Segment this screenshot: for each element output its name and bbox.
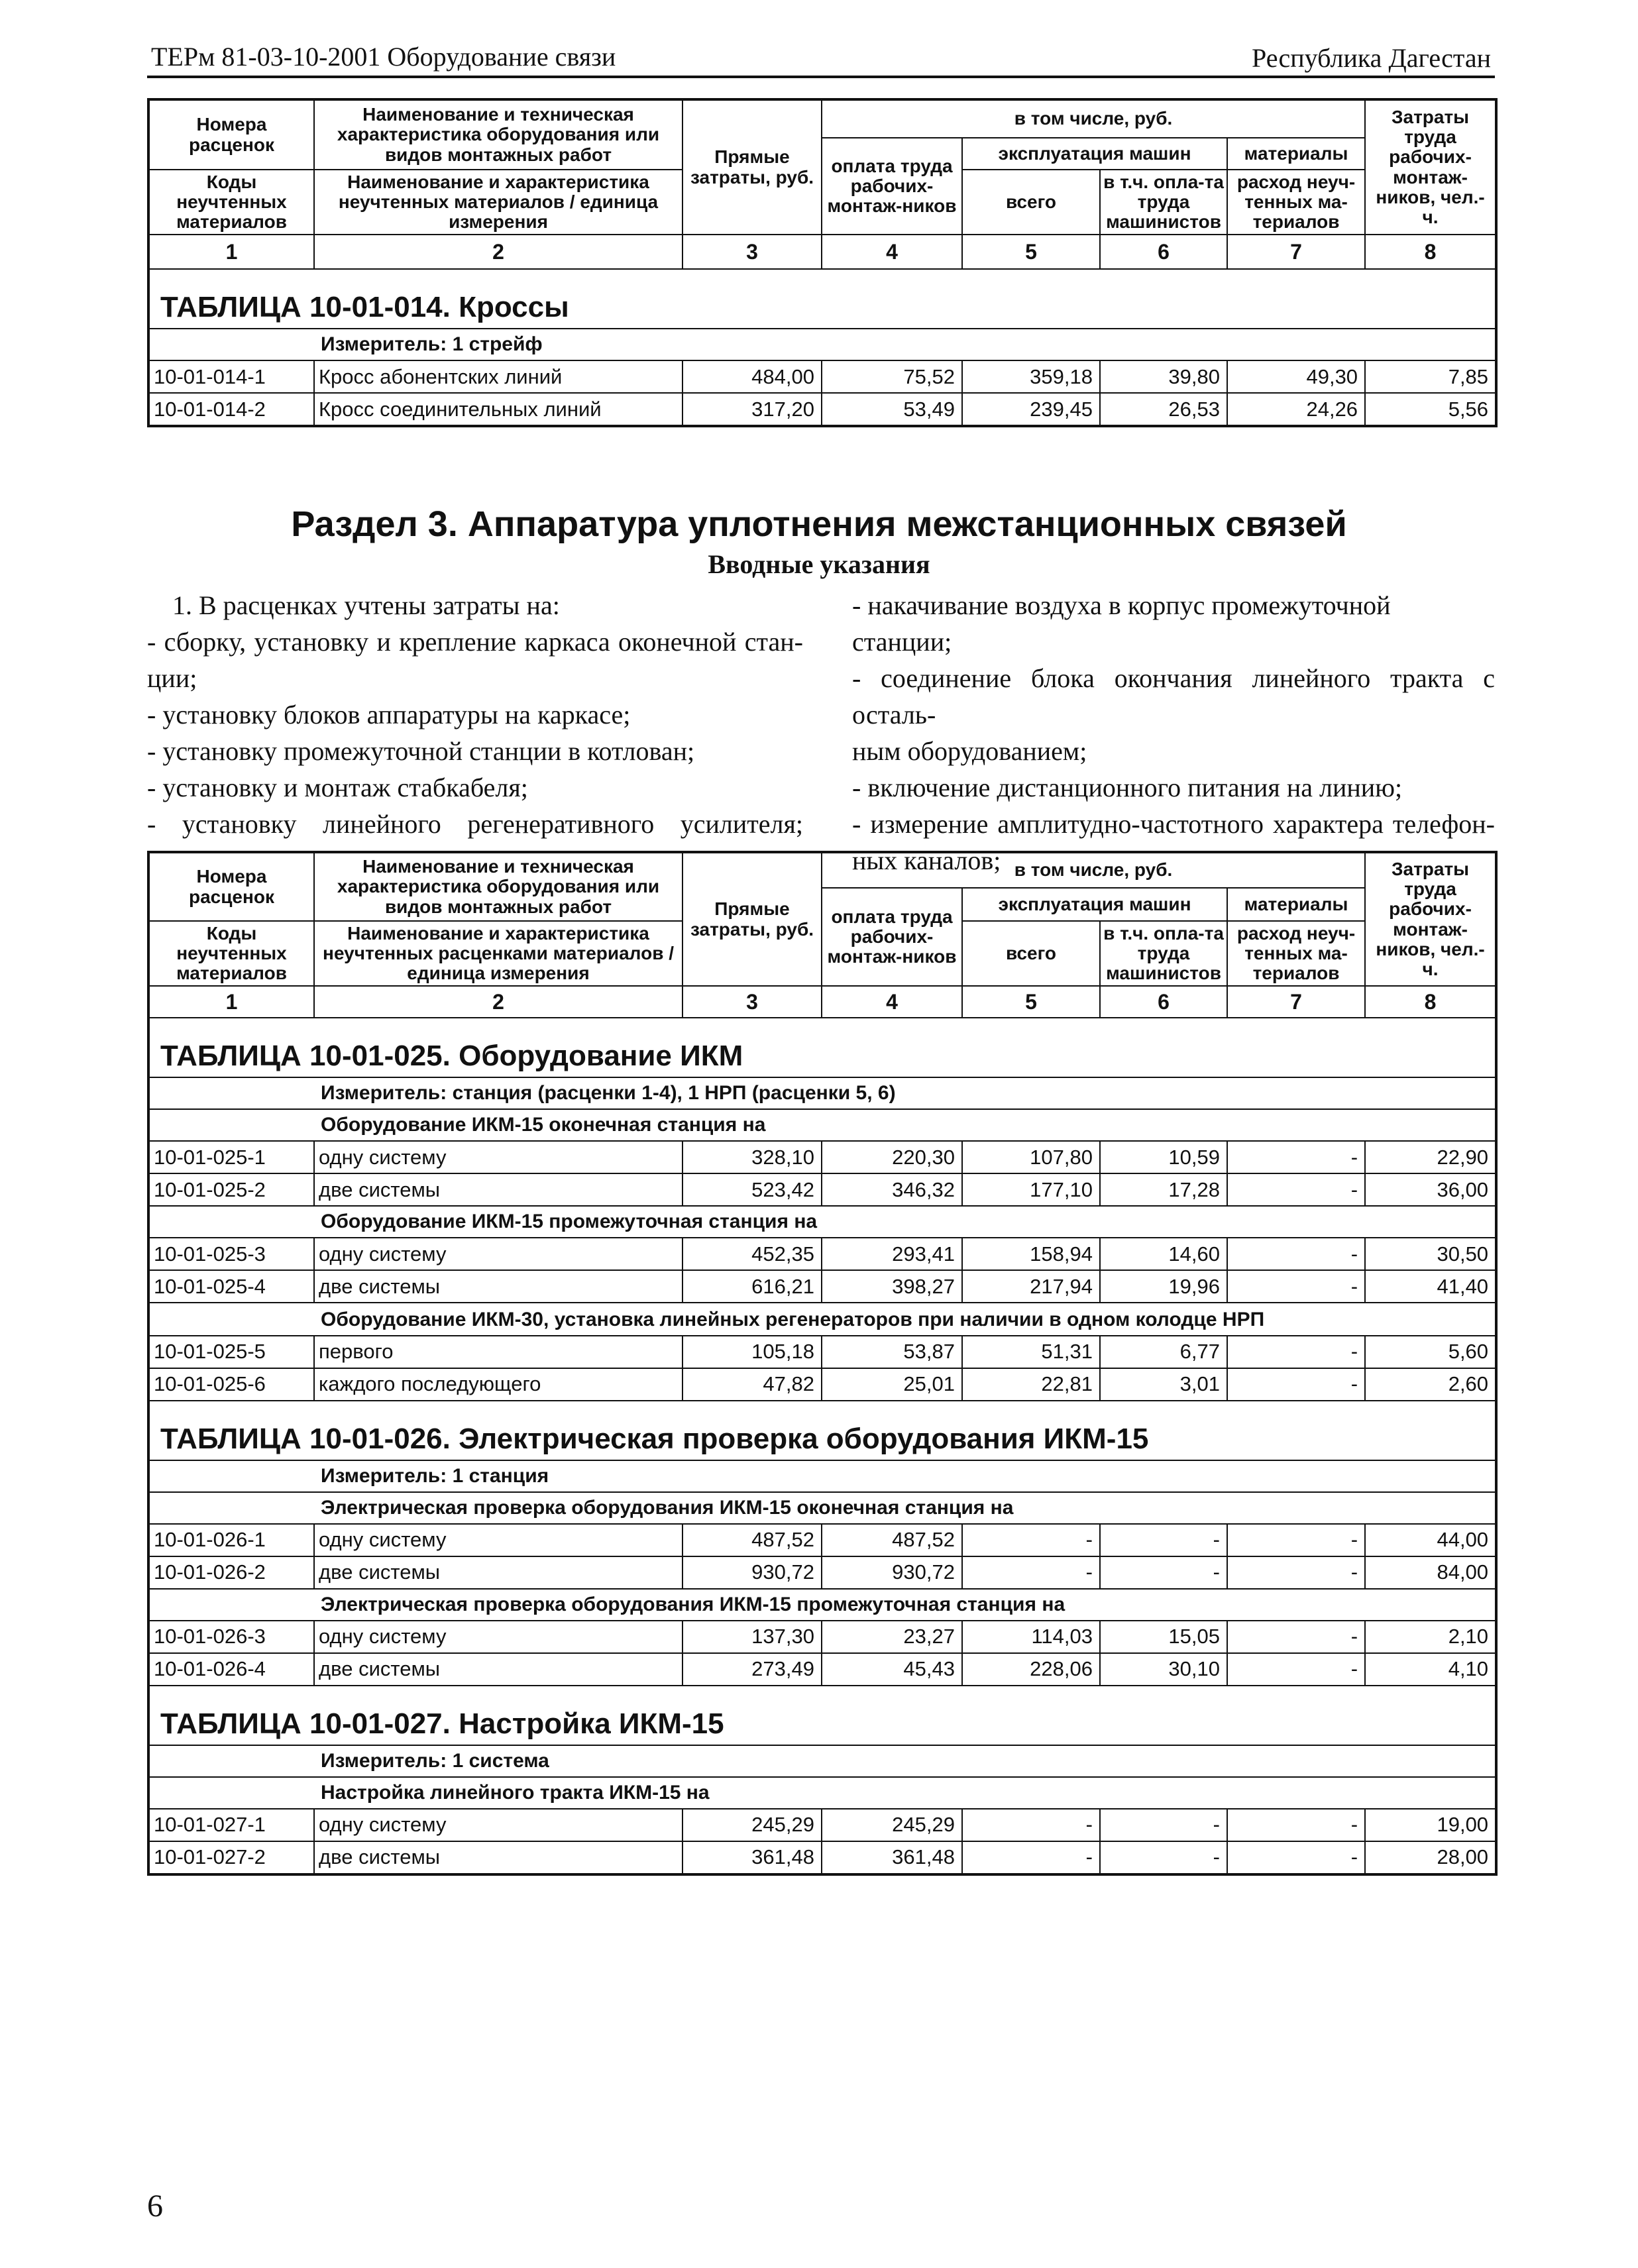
table-row [148, 1556, 1496, 1589]
materials: 49,30 [1227, 360, 1365, 393]
header-region: Республика Дагестан [1252, 43, 1491, 73]
group-heading: Оборудование ИКМ-30, установка линейных регенераторов при наличии в одном колодце НРП [148, 1303, 1496, 1336]
materials: - [1227, 1653, 1365, 1686]
direct-cost: 523,42 [682, 1173, 822, 1206]
rate-code: 10-01-025-3 [148, 1238, 314, 1270]
labor-pay: 25,01 [822, 1368, 962, 1401]
table-row [148, 360, 1496, 393]
table-row [148, 393, 1496, 426]
rate-name: две системы [314, 1270, 682, 1303]
labor-pay: 293,41 [822, 1238, 962, 1270]
header-c4: оплата труда рабочих-монтаж-ников [822, 888, 962, 986]
table-measure: Измеритель: 1 система [148, 1745, 1496, 1777]
table-measure: Измеритель: 1 стрейф [148, 329, 1496, 360]
direct-cost: 137,30 [682, 1621, 822, 1653]
group-heading: Настройка линейного тракта ИКМ-15 на [148, 1777, 1496, 1809]
header-c1-bottom: Коды неучтенных материалов [148, 170, 314, 235]
rate-name: каждого последующего [314, 1368, 682, 1401]
section-title: Раздел 3. Аппаратура уплотнения межстанционных связей [291, 504, 1347, 544]
intro-text: - измерение амплитудно-частотного характера телефон- [852, 809, 1495, 839]
header-c3: Прямые затраты, руб. [682, 99, 822, 235]
materials: - [1227, 1841, 1365, 1874]
labor-pay: 930,72 [822, 1556, 962, 1589]
header-c4: оплата труда рабочих-монтаж-ников [822, 138, 962, 235]
rate-code: 10-01-027-2 [148, 1841, 314, 1874]
header-c2-bottom: Наименование и характеристика неучтенных расценками материалов / единица измерения [314, 921, 682, 986]
group-heading: Оборудование ИКМ-15 оконечная станция на [148, 1109, 1496, 1141]
col-number: 3 [682, 986, 822, 1018]
materials: - [1227, 1270, 1365, 1303]
intro-title: Вводные указания [708, 549, 930, 579]
table-title: ТАБЛИЦА 10-01-027. Настройка ИКМ-15 [148, 1686, 1496, 1745]
intro-text: - установку и монтаж стабкабеля; [147, 773, 528, 802]
labor-hours: 4,10 [1365, 1653, 1496, 1686]
table-title: ТАБЛИЦА 10-01-026. Электрическая проверка оборудования ИКМ-15 [148, 1401, 1496, 1460]
intro-text: - установку линейного регенеративного усилителя; [147, 809, 803, 839]
col-number: 5 [962, 986, 1100, 1018]
labor-hours: 84,00 [1365, 1556, 1496, 1589]
rate-code: 10-01-026-1 [148, 1524, 314, 1556]
labor-pay: 220,30 [822, 1141, 962, 1173]
intro-text: - включение дистанционного питания на линию; [852, 773, 1403, 802]
machinists-pay: 17,28 [1100, 1173, 1227, 1206]
rate-code: 10-01-025-6 [148, 1368, 314, 1401]
header-c5: всего [962, 170, 1100, 235]
labor-hours: 36,00 [1365, 1173, 1496, 1206]
intro-text: - установку блоков аппаратуры на каркасе; [147, 700, 631, 729]
labor-hours: 7,85 [1365, 360, 1496, 393]
labor-hours: 5,56 [1365, 393, 1496, 426]
intro-text: 1. В расценках учтены затраты на: [172, 590, 560, 620]
header-c1-top: Номера расценок [148, 99, 314, 170]
materials: - [1227, 1238, 1365, 1270]
materials: - [1227, 1336, 1365, 1368]
table-row [148, 1270, 1496, 1303]
table-kross [147, 98, 1498, 427]
group-heading: Оборудование ИКМ-15 промежуточная станция на [148, 1206, 1496, 1238]
machinists-pay: 30,10 [1100, 1653, 1227, 1686]
materials: 24,26 [1227, 393, 1365, 426]
table-title: ТАБЛИЦА 10-01-025. Оборудование ИКМ [148, 1018, 1496, 1077]
col-number: 8 [1365, 986, 1496, 1018]
header-c2-bottom: Наименование и характеристика неучтенных материалов / единица измерения [314, 170, 682, 235]
rate-name: одну систему [314, 1141, 682, 1173]
header-rule [147, 76, 1495, 78]
table-ikm [147, 851, 1498, 1876]
col-number: 2 [314, 986, 682, 1018]
machines-total: 359,18 [962, 360, 1100, 393]
page-number: 6 [147, 2188, 163, 2224]
col-number: 3 [682, 235, 822, 269]
labor-pay: 487,52 [822, 1524, 962, 1556]
labor-pay: 361,48 [822, 1841, 962, 1874]
machines-total: 228,06 [962, 1653, 1100, 1686]
rate-name: одну систему [314, 1809, 682, 1841]
machines-total: 22,81 [962, 1368, 1100, 1401]
intro-text: - накачивание воздуха в корпус промежуточной станции; [852, 590, 1391, 657]
direct-cost: 452,35 [682, 1238, 822, 1270]
intro-text: ных каналов; [852, 845, 1001, 875]
machinists-pay: - [1100, 1809, 1227, 1841]
table-row [148, 1653, 1496, 1686]
direct-cost: 487,52 [682, 1524, 822, 1556]
header-materials: материалы [1227, 888, 1365, 921]
col-number: 5 [962, 235, 1100, 269]
labor-hours: 28,00 [1365, 1841, 1496, 1874]
rate-code: 10-01-026-2 [148, 1556, 314, 1589]
labor-hours: 2,10 [1365, 1621, 1496, 1653]
header-c5: всего [962, 921, 1100, 986]
header-c1-top: Номера расценок [148, 852, 314, 921]
machines-total: 217,94 [962, 1270, 1100, 1303]
intro-right-column [852, 587, 1495, 879]
header-machines: эксплуатация машин [962, 138, 1227, 170]
rate-code: 10-01-027-1 [148, 1809, 314, 1841]
header-materials: материалы [1227, 138, 1365, 170]
table-row [148, 1809, 1496, 1841]
materials: - [1227, 1621, 1365, 1653]
labor-hours: 5,60 [1365, 1336, 1496, 1368]
machinists-pay: - [1100, 1556, 1227, 1589]
labor-pay: 23,27 [822, 1621, 962, 1653]
labor-hours: 41,40 [1365, 1270, 1496, 1303]
machinists-pay: 6,77 [1100, 1336, 1227, 1368]
rate-code: 10-01-014-1 [148, 360, 314, 393]
machinists-pay: 26,53 [1100, 393, 1227, 426]
col-number: 4 [822, 986, 962, 1018]
rate-code: 10-01-026-3 [148, 1621, 314, 1653]
materials: - [1227, 1173, 1365, 1206]
direct-cost: 361,48 [682, 1841, 822, 1874]
labor-pay: 75,52 [822, 360, 962, 393]
rate-name: одну систему [314, 1621, 682, 1653]
table-row [148, 1368, 1496, 1401]
header-document-code: ТЕРм 81-03-10-2001 Оборудование связи [151, 42, 616, 72]
col-number: 7 [1227, 235, 1365, 269]
machines-total: 107,80 [962, 1141, 1100, 1173]
rate-name: две системы [314, 1841, 682, 1874]
intro-text: ции; [147, 663, 197, 693]
intro-left-column [147, 587, 803, 842]
col-number: 4 [822, 235, 962, 269]
machinists-pay: 19,96 [1100, 1270, 1227, 1303]
header-c8: Затраты труда рабочих-монтаж-ников, чел.-ч. [1365, 99, 1496, 235]
machinists-pay: - [1100, 1841, 1227, 1874]
rate-name: одну систему [314, 1238, 682, 1270]
machines-total: - [962, 1841, 1100, 1874]
machinists-pay: 39,80 [1100, 360, 1227, 393]
col-number: 2 [314, 235, 682, 269]
rate-name: две системы [314, 1173, 682, 1206]
materials: - [1227, 1809, 1365, 1841]
group-heading: Электрическая проверка оборудования ИКМ-15 оконечная станция на [148, 1492, 1496, 1524]
table-measure: Измеритель: станция (расценки 1-4), 1 НРП (расценки 5, 6) [148, 1077, 1496, 1109]
labor-pay: 53,49 [822, 393, 962, 426]
header-c6: в т.ч. опла-та труда машинистов [1100, 170, 1227, 235]
intro-text: ным оборудованием; [852, 736, 1087, 766]
labor-hours: 22,90 [1365, 1141, 1496, 1173]
table-measure: Измеритель: 1 станция [148, 1460, 1496, 1492]
header-incl: в том числе, руб. [822, 99, 1365, 138]
machines-total: 114,03 [962, 1621, 1100, 1653]
header-c7: расход неуч-тенных ма-териалов [1227, 170, 1365, 235]
table-row [148, 1621, 1496, 1653]
col-number: 1 [148, 235, 314, 269]
materials: - [1227, 1141, 1365, 1173]
table-row [148, 1524, 1496, 1556]
materials: - [1227, 1368, 1365, 1401]
rate-name: Кросс абонентских линий [314, 360, 682, 393]
labor-hours: 30,50 [1365, 1238, 1496, 1270]
table-row [148, 1173, 1496, 1206]
rate-name: первого [314, 1336, 682, 1368]
machines-total: - [962, 1556, 1100, 1589]
col-number: 6 [1100, 986, 1227, 1018]
machines-total: - [962, 1809, 1100, 1841]
labor-pay: 398,27 [822, 1270, 962, 1303]
intro-text: - соединение блока окончания линейного тракта с осталь- [852, 663, 1495, 729]
col-number: 8 [1365, 235, 1496, 269]
direct-cost: 245,29 [682, 1809, 822, 1841]
direct-cost: 47,82 [682, 1368, 822, 1401]
direct-cost: 273,49 [682, 1653, 822, 1686]
direct-cost: 105,18 [682, 1336, 822, 1368]
col-number: 6 [1100, 235, 1227, 269]
materials: - [1227, 1524, 1365, 1556]
rate-name: две системы [314, 1556, 682, 1589]
header-incl: в том числе, руб. [822, 852, 1365, 888]
header-c7: расход неуч-тенных ма-териалов [1227, 921, 1365, 986]
direct-cost: 484,00 [682, 360, 822, 393]
machinists-pay: 10,59 [1100, 1141, 1227, 1173]
header-machines: эксплуатация машин [962, 888, 1227, 921]
header-c8: Затраты труда рабочих-монтаж-ников, чел.-ч. [1365, 852, 1496, 986]
labor-pay: 53,87 [822, 1336, 962, 1368]
header-c2-top: Наименование и техническая характеристика оборудования или видов монтажных работ [314, 99, 682, 170]
intro-text: - установку промежуточной станции в котлован; [147, 736, 695, 766]
rate-name: две системы [314, 1653, 682, 1686]
machinists-pay: 14,60 [1100, 1238, 1227, 1270]
header-c1-bottom: Коды неучтенных материалов [148, 921, 314, 986]
table-row [148, 1336, 1496, 1368]
machinists-pay: 3,01 [1100, 1368, 1227, 1401]
table-row [148, 1841, 1496, 1874]
machines-total: 51,31 [962, 1336, 1100, 1368]
header-c2-top: Наименование и техническая характеристика оборудования или видов монтажных работ [314, 852, 682, 921]
machines-total: 158,94 [962, 1238, 1100, 1270]
machinists-pay: 15,05 [1100, 1621, 1227, 1653]
table-row [148, 1141, 1496, 1173]
labor-hours: 2,60 [1365, 1368, 1496, 1401]
labor-pay: 45,43 [822, 1653, 962, 1686]
direct-cost: 616,21 [682, 1270, 822, 1303]
labor-pay: 346,32 [822, 1173, 962, 1206]
col-number: 1 [148, 986, 314, 1018]
rate-code: 10-01-025-1 [148, 1141, 314, 1173]
col-number: 7 [1227, 986, 1365, 1018]
table-row [148, 1238, 1496, 1270]
labor-pay: 245,29 [822, 1809, 962, 1841]
rate-name: одну систему [314, 1524, 682, 1556]
machines-total: 177,10 [962, 1173, 1100, 1206]
intro-text: - сборку, установку и крепление каркаса оконечной стан- [147, 627, 803, 657]
labor-hours: 19,00 [1365, 1809, 1496, 1841]
machines-total: 239,45 [962, 393, 1100, 426]
direct-cost: 317,20 [682, 393, 822, 426]
table-title: ТАБЛИЦА 10-01-014. Кроссы [148, 269, 1496, 329]
rate-code: 10-01-025-4 [148, 1270, 314, 1303]
header-c6: в т.ч. опла-та труда машинистов [1100, 921, 1227, 986]
direct-cost: 328,10 [682, 1141, 822, 1173]
rate-name: Кросс соединительных линий [314, 393, 682, 426]
header-c3: Прямые затраты, руб. [682, 852, 822, 986]
group-heading: Электрическая проверка оборудования ИКМ-15 промежуточная станция на [148, 1589, 1496, 1621]
rate-code: 10-01-026-4 [148, 1653, 314, 1686]
labor-hours: 44,00 [1365, 1524, 1496, 1556]
machines-total: - [962, 1524, 1100, 1556]
rate-code: 10-01-025-5 [148, 1336, 314, 1368]
materials: - [1227, 1556, 1365, 1589]
rate-code: 10-01-025-2 [148, 1173, 314, 1206]
rate-code: 10-01-014-2 [148, 393, 314, 426]
machinists-pay: - [1100, 1524, 1227, 1556]
direct-cost: 930,72 [682, 1556, 822, 1589]
